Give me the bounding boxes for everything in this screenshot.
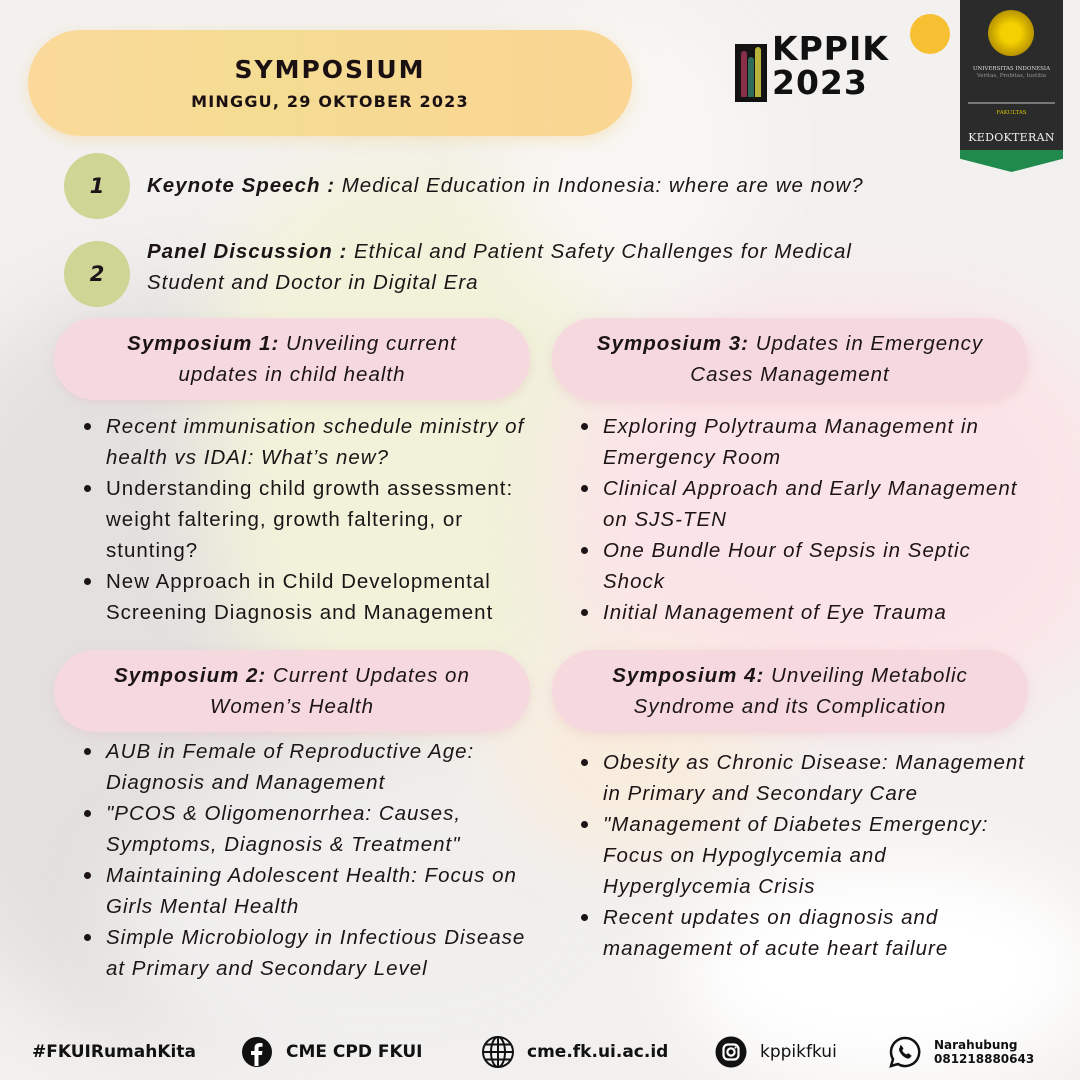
logo-name: KPPIK bbox=[772, 29, 889, 68]
symposium-4-list bbox=[577, 747, 1027, 964]
makara-emblem-icon bbox=[988, 10, 1034, 56]
symposium-label: Symposium 1: bbox=[127, 332, 280, 355]
agenda-text bbox=[147, 236, 927, 298]
event-date: MINGGU, 29 OKTOBER 2023 bbox=[191, 92, 469, 111]
university-name: UNIVERSITAS INDONESIA Veritas, Probitas, Iustitia bbox=[972, 66, 1051, 79]
list-item: AUB in Female of Reproductive Age: Diagnosis and Management bbox=[80, 736, 530, 798]
whatsapp-icon bbox=[888, 1035, 922, 1069]
hashtag[interactable]: #FKUIRumahKita bbox=[32, 1042, 196, 1062]
fkui-badge-ribbon bbox=[960, 150, 1063, 172]
symposium-3-title bbox=[552, 318, 1028, 400]
footer bbox=[0, 1030, 1080, 1074]
symposium-label: Symposium 2: bbox=[114, 664, 267, 687]
logo-sun-icon bbox=[910, 14, 950, 54]
logo-bar bbox=[741, 51, 747, 97]
list-item: Initial Management of Eye Trauma bbox=[577, 597, 1037, 628]
list-item: One Bundle Hour of Sepsis in Septic Shock bbox=[577, 535, 1037, 597]
number-badge: 2 bbox=[64, 241, 130, 307]
logo-bar bbox=[748, 57, 754, 97]
faculty-label: FAKULTAS bbox=[996, 110, 1027, 116]
number-badge: 1 bbox=[64, 153, 130, 219]
symposium-2-title bbox=[54, 650, 530, 732]
header-banner bbox=[28, 30, 632, 136]
symposium-3-list bbox=[577, 411, 1037, 628]
symposium-label: Symposium 3: bbox=[596, 332, 750, 355]
faculty-name: KEDOKTERAN bbox=[968, 131, 1055, 144]
list-item: "Management of Diabetes Emergency: Focus on Hypoglycemia and Hyperglycemia Crisis bbox=[577, 809, 1027, 902]
logo-bars-icon bbox=[735, 44, 767, 102]
facebook-icon bbox=[240, 1035, 274, 1069]
symposium-topic: Unveiling current updates in child health bbox=[178, 332, 457, 386]
symposium-label: Symposium 4: bbox=[612, 664, 765, 687]
instagram-icon bbox=[714, 1035, 748, 1069]
list-item: Understanding child growth assessment: weight faltering, growth faltering, or stunting? bbox=[80, 473, 540, 566]
agenda-description: Ethical and Patient Safety Challenges for Medical Student and Doctor in Digital Era bbox=[147, 240, 852, 294]
agenda-item-keynote bbox=[64, 153, 864, 219]
logo-bar bbox=[755, 47, 761, 97]
list-item: Obesity as Chronic Disease: Management in Primary and Secondary Care bbox=[577, 747, 1027, 809]
contact-phone: 081218880643 bbox=[934, 1052, 1035, 1066]
agenda-text bbox=[147, 170, 864, 201]
page-title: SYMPOSIUM bbox=[234, 55, 426, 84]
symposium-1-list bbox=[80, 411, 540, 628]
logo-year: 2023 bbox=[772, 63, 868, 102]
globe-icon bbox=[481, 1035, 515, 1069]
list-item: Maintaining Adolescent Health: Focus on Girls Mental Health bbox=[80, 860, 530, 922]
list-item: Simple Microbiology in Infectious Disease at Primary and Secondary Level bbox=[80, 922, 530, 984]
website-label: cme.fk.ui.ac.id bbox=[527, 1042, 669, 1062]
list-item: Clinical Approach and Early Management on SJS-TEN bbox=[577, 473, 1037, 535]
facebook-link[interactable] bbox=[240, 1030, 423, 1074]
agenda-item-panel bbox=[64, 236, 927, 307]
agenda-label: Keynote Speech : bbox=[147, 174, 336, 197]
agenda-description: Medical Education in Indonesia: where are we now? bbox=[335, 174, 864, 197]
website-link[interactable] bbox=[481, 1030, 668, 1074]
symposium-1-title bbox=[54, 318, 530, 400]
instagram-link[interactable] bbox=[714, 1030, 837, 1074]
kppik-logo bbox=[772, 29, 889, 102]
list-item: Exploring Polytrauma Management in Emergency Room bbox=[577, 411, 1037, 473]
instagram-label: kppikfkui bbox=[760, 1042, 837, 1062]
badge-divider bbox=[968, 102, 1055, 104]
contact-whatsapp[interactable] bbox=[888, 1030, 1034, 1074]
list-item: Recent immunisation schedule ministry of health vs IDAI: What’s new? bbox=[80, 411, 540, 473]
list-item: Recent updates on diagnosis and management of acute heart failure bbox=[577, 902, 1027, 964]
symposium-topic: Current Updates on Women’s Health bbox=[209, 664, 470, 718]
facebook-label: CME CPD FKUI bbox=[286, 1042, 423, 1062]
symposium-4-title bbox=[552, 650, 1028, 732]
symposium-topic: Updates in Emergency Cases Management bbox=[690, 332, 984, 386]
agenda-label: Panel Discussion : bbox=[147, 240, 348, 263]
list-item: New Approach in Child Developmental Screening Diagnosis and Management bbox=[80, 566, 540, 628]
contact-info bbox=[934, 1038, 1034, 1066]
contact-label: Narahubung bbox=[934, 1038, 1018, 1052]
list-item: "PCOS & Oligomenorrhea: Causes, Symptoms, Diagnosis & Treatment" bbox=[80, 798, 530, 860]
symposium-2-list bbox=[80, 736, 530, 984]
symposium-topic: Unveiling Metabolic Syndrome and its Complication bbox=[633, 664, 968, 718]
